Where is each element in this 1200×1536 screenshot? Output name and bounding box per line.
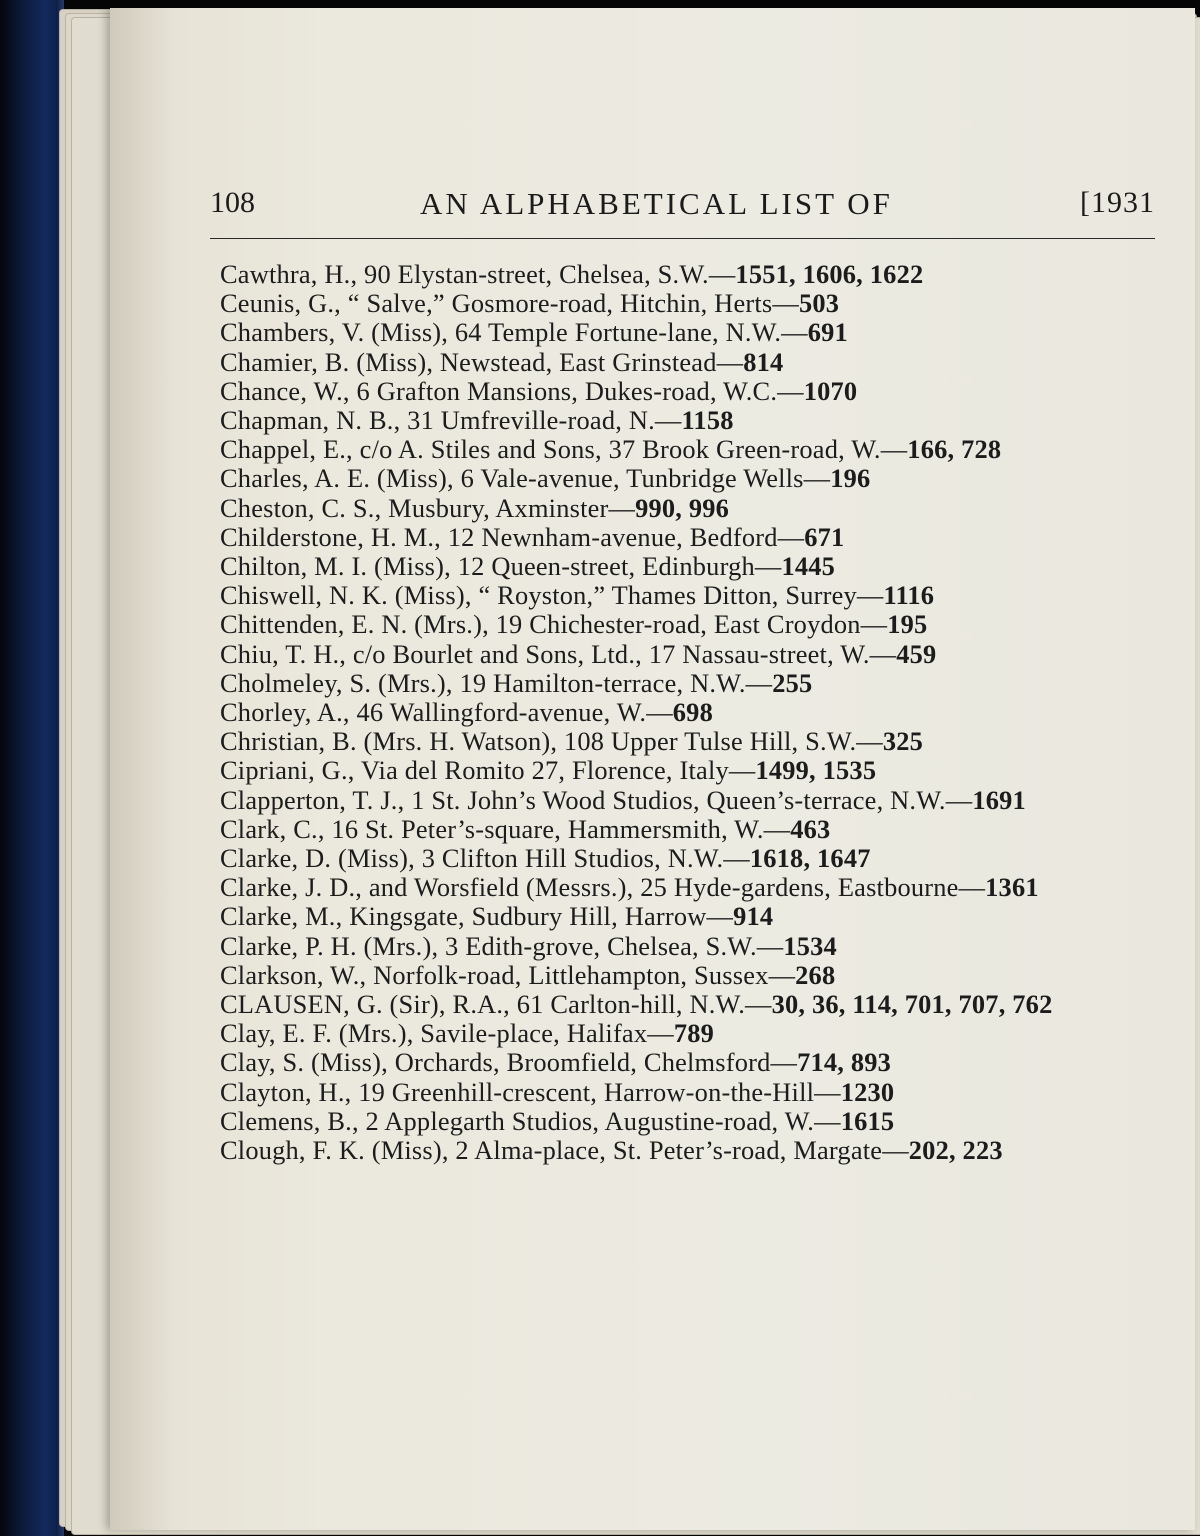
entry-address: Ceunis, G., “ Salve,” Gosmore-road, Hitchin, Herts <box>220 288 773 319</box>
entry-dash: — <box>706 901 734 932</box>
list-entry <box>220 1078 1150 1107</box>
entry-dash: — <box>860 609 888 640</box>
entry-exhibit-numbers: 698 <box>672 697 713 728</box>
list-entry <box>220 523 1150 552</box>
entry-exhibit-numbers: 30, 36, 114, 701, 707, 762 <box>771 989 1053 1020</box>
entry-dash: — <box>803 463 831 494</box>
entry-dash: — <box>728 755 756 786</box>
entry-dash: — <box>772 288 799 319</box>
entry-dash: — <box>716 346 744 377</box>
entry-address: Charles, A. E. (Miss), 6 Vale-avenue, Tunbridge Wells <box>220 463 804 494</box>
entry-list <box>220 260 1150 1165</box>
entry-address: CLAUSEN, G. (Sir), R.A., 61 Carlton-hill, N.W. <box>220 989 746 1020</box>
header-rule <box>210 238 1155 239</box>
entry-address: Clarke, D. (Miss), 3 Clifton Hill Studios, N.W. <box>220 843 724 874</box>
entry-dash: — <box>654 405 682 436</box>
entry-address: Chambers, V. (Miss), 64 Temple Fortune-lane, N.W. <box>220 317 782 348</box>
list-entry <box>220 377 1150 406</box>
entry-exhibit-numbers: 1230 <box>840 1076 895 1107</box>
entry-address: Chamier, B. (Miss), Newstead, East Grinstead <box>220 346 717 377</box>
list-entry <box>220 640 1150 669</box>
entry-dash: — <box>958 872 986 903</box>
entry-exhibit-numbers: 1551, 1606, 1622 <box>735 259 924 289</box>
list-entry <box>220 1107 1150 1136</box>
entry-exhibit-numbers: 1615 <box>840 1105 895 1136</box>
entry-address: Clay, S. (Miss), Orchards, Broomfield, Chelmsford <box>220 1047 771 1078</box>
entry-dash: — <box>745 667 773 698</box>
entry-exhibit-numbers: 202, 223 <box>908 1135 1003 1166</box>
entry-exhibit-numbers: 1691 <box>972 784 1026 815</box>
entry-address: Clark, C., 16 St. Peter’s-square, Hammersmith, W. <box>220 813 764 844</box>
entry-exhibit-numbers: 814 <box>743 346 784 377</box>
entry-exhibit-numbers: 1116 <box>883 580 935 611</box>
entry-exhibit-numbers: 255 <box>772 667 813 698</box>
entry-address: Christian, B. (Mrs. H. Watson), 108 Upper Tulse Hill, S.W. <box>220 726 857 757</box>
entry-address: Chorley, A., 46 Wallingford-avenue, W. <box>220 697 647 728</box>
entry-exhibit-numbers: 714, 893 <box>797 1047 892 1078</box>
entry-exhibit-numbers: 503 <box>798 288 840 319</box>
entry-dash: — <box>756 930 784 961</box>
entry-exhibit-numbers: 789 <box>673 1018 715 1049</box>
entry-dash: — <box>814 1105 841 1136</box>
entry-address: Clarke, J. D., and Worsfield (Messrs.), 25 Hyde-gardens, Eastbourne <box>220 872 959 903</box>
page-header <box>210 178 1155 230</box>
entry-dash: — <box>777 375 804 406</box>
list-entry <box>220 873 1150 902</box>
entry-dash: — <box>723 843 750 874</box>
entry-address: Chiswell, N. K. (Miss), “ Royston,” Thames Ditton, Surrey <box>220 580 857 611</box>
entry-exhibit-numbers: 459 <box>896 638 937 669</box>
list-entry <box>220 494 1150 523</box>
entry-address: Cipriani, G., Via del Romito 27, Florence, Italy <box>220 755 729 786</box>
entry-address: Clough, F. K. (Miss), 2 Alma-place, St. Peter’s-road, Margate <box>220 1135 883 1166</box>
entry-exhibit-numbers: 325 <box>882 726 924 757</box>
entry-address: Chilton, M. I. (Miss), 12 Queen-street, Edinburgh <box>220 551 755 582</box>
entry-exhibit-numbers: 463 <box>790 813 831 844</box>
entry-address: Cheston, C. S., Musbury, Axminster <box>220 492 609 523</box>
list-entry <box>220 1048 1150 1077</box>
list-entry <box>220 610 1150 639</box>
list-entry <box>220 289 1150 318</box>
entry-dash: — <box>770 1047 798 1078</box>
list-entry <box>220 406 1150 435</box>
book-cover-edge <box>0 0 64 1536</box>
list-entry <box>220 435 1150 464</box>
page-number: 108 <box>210 186 255 219</box>
entry-dash: — <box>763 813 791 844</box>
entry-dash: — <box>945 784 973 815</box>
year-label: [1931 <box>1080 186 1155 219</box>
entry-exhibit-numbers: 691 <box>807 317 848 348</box>
entry-address: Clayton, H., 19 Greenhill-crescent, Harrow-on-the-Hill <box>220 1076 815 1107</box>
entry-exhibit-numbers: 1618, 1647 <box>749 843 871 874</box>
list-entry <box>220 902 1150 931</box>
entry-dash: — <box>777 521 805 552</box>
entry-address: Cholmeley, S. (Mrs.), 19 Hamilton-terrace, N.W. <box>220 667 746 698</box>
entry-exhibit-numbers: 1158 <box>681 405 734 436</box>
entry-dash: — <box>880 434 908 465</box>
list-entry <box>220 932 1150 961</box>
entry-dash: — <box>814 1076 841 1107</box>
entry-exhibit-numbers: 1070 <box>803 375 858 406</box>
entry-address: Cawthra, H., 90 Elystan-street, Chelsea, S.W. <box>220 259 709 289</box>
entry-dash: — <box>646 697 673 728</box>
entry-exhibit-numbers: 196 <box>830 463 871 494</box>
list-entry <box>220 552 1150 581</box>
entry-dash: — <box>745 989 772 1020</box>
list-entry <box>220 1019 1150 1048</box>
entry-dash: — <box>869 638 897 669</box>
list-entry <box>220 581 1150 610</box>
entry-address: Clarke, M., Kingsgate, Sudbury Hill, Harrow <box>220 901 707 932</box>
entry-address: Chapman, N. B., 31 Umfreville-road, N. <box>220 405 655 436</box>
entry-exhibit-numbers: 914 <box>733 901 774 932</box>
entry-address: Clemens, B., 2 Applegarth Studios, Augustine-road, W. <box>220 1105 815 1136</box>
entry-address: Childerstone, H. M., 12 Newnham-avenue, Bedford <box>220 521 778 552</box>
list-entry <box>220 961 1150 990</box>
entry-exhibit-numbers: 195 <box>887 609 928 640</box>
entry-exhibit-numbers: 671 <box>804 521 845 552</box>
entry-dash: — <box>708 259 736 289</box>
running-title: AN ALPHABETICAL LIST OF <box>420 186 893 221</box>
entry-address: Clarkson, W., Norfolk-road, Littlehampton, Sussex <box>220 959 769 990</box>
entry-address: Clapperton, T. J., 1 St. John’s Wood Studios, Queen’s-terrace, N.W. <box>220 784 946 815</box>
entry-dash: — <box>781 317 808 348</box>
entry-address: Chance, W., 6 Grafton Mansions, Dukes-road, W.C. <box>220 375 778 406</box>
list-entry <box>220 318 1150 347</box>
entry-exhibit-numbers: 1534 <box>783 930 837 961</box>
entry-exhibit-numbers: 166, 728 <box>907 434 1002 465</box>
entry-address: Clay, E. F. (Mrs.), Savile-place, Halifax <box>220 1018 648 1049</box>
book-page <box>110 8 1195 1530</box>
entry-exhibit-numbers: 1445 <box>781 551 836 582</box>
list-entry <box>220 786 1150 815</box>
entry-dash: — <box>856 580 884 611</box>
list-entry <box>220 727 1150 756</box>
list-entry <box>220 260 1150 289</box>
entry-dash: — <box>608 492 636 523</box>
list-entry <box>220 698 1150 727</box>
list-entry <box>220 464 1150 493</box>
entry-exhibit-numbers: 1499, 1535 <box>755 755 877 786</box>
entry-exhibit-numbers: 268 <box>795 959 836 990</box>
list-entry <box>220 1136 1150 1165</box>
entry-address: Clarke, P. H. (Mrs.), 3 Edith-grove, Chelsea, S.W. <box>220 930 757 961</box>
list-entry <box>220 990 1150 1019</box>
list-entry <box>220 756 1150 785</box>
list-entry <box>220 348 1150 377</box>
entry-dash: — <box>768 959 796 990</box>
list-entry <box>220 815 1150 844</box>
entry-address: Chiu, T. H., c/o Bourlet and Sons, Ltd., 17 Nassau-street, W. <box>220 638 870 669</box>
entry-dash: — <box>856 726 883 757</box>
list-entry <box>220 669 1150 698</box>
entry-dash: — <box>754 551 782 582</box>
entry-exhibit-numbers: 1361 <box>985 872 1039 903</box>
entry-dash: — <box>647 1018 674 1049</box>
list-entry <box>220 844 1150 873</box>
entry-exhibit-numbers: 990, 996 <box>635 492 730 523</box>
entry-address: Chittenden, E. N. (Mrs.), 19 Chichester-road, East Croydon <box>220 609 861 640</box>
entry-address: Chappel, E., c/o A. Stiles and Sons, 37 Brook Green-road, W. <box>220 434 881 465</box>
entry-dash: — <box>882 1135 909 1166</box>
